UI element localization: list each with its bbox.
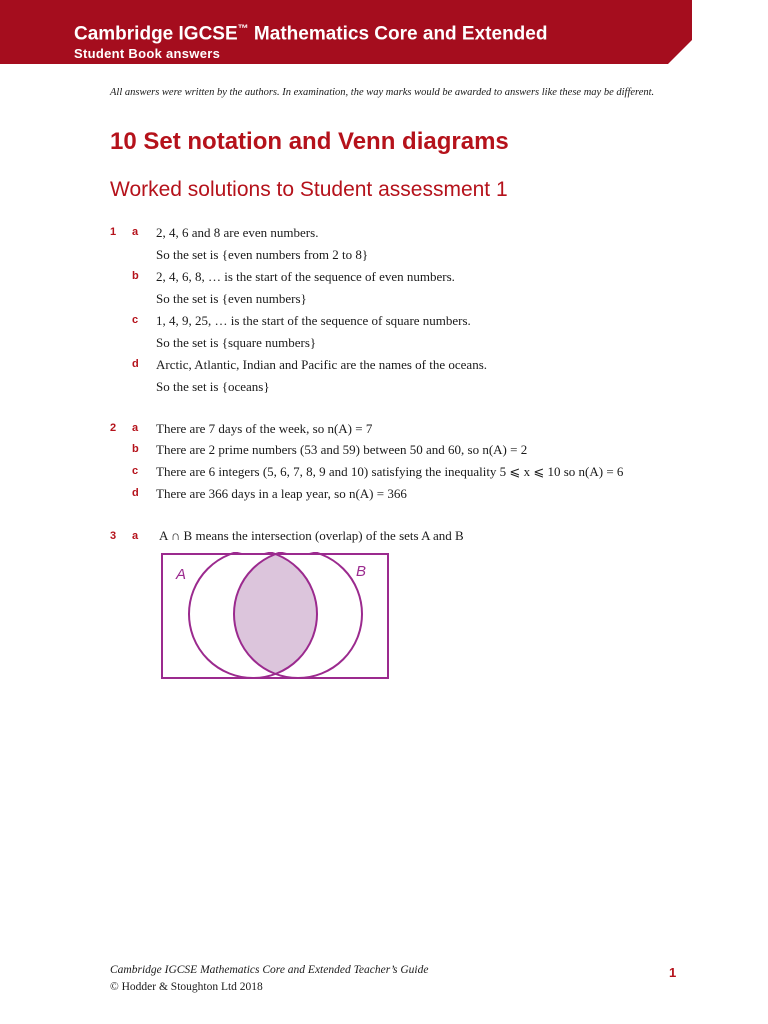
venn-diagram bbox=[160, 552, 390, 680]
question-number: 2 bbox=[110, 422, 117, 434]
answer-line: So the set is {square numbers} bbox=[156, 335, 317, 350]
question-number: 3 bbox=[110, 530, 117, 542]
section-title: Worked solutions to Student assessment 1 bbox=[110, 178, 508, 201]
part-label: a bbox=[132, 530, 139, 542]
answer-line: So the set is {oceans} bbox=[156, 379, 270, 394]
part-label: c bbox=[132, 314, 139, 326]
part-label: d bbox=[132, 358, 139, 370]
set-b-label: B bbox=[356, 563, 367, 580]
page-number: 1 bbox=[669, 965, 677, 980]
answer-line: So the set is {even numbers from 2 to 8} bbox=[156, 247, 369, 262]
answer-line: There are 7 days of the week, so n(A) = 7 bbox=[156, 421, 373, 436]
set-a-label: A bbox=[176, 566, 187, 583]
footer-book-title: Cambridge IGCSE Mathematics Core and Extended Teacher’s Guide bbox=[110, 964, 429, 976]
part-label: d bbox=[132, 487, 139, 499]
answer-line: Arctic, Atlantic, Indian and Pacific are the names of the oceans. bbox=[156, 357, 488, 372]
part-label: b bbox=[132, 270, 139, 282]
answer-line: 1, 4, 9, 25, … is the start of the sequence of square numbers. bbox=[156, 313, 471, 328]
footer-copyright: © Hodder & Stoughton Ltd 2018 bbox=[110, 981, 263, 993]
question-number: 1 bbox=[110, 226, 117, 238]
chapter-title: 10 Set notation and Venn diagrams bbox=[110, 128, 509, 155]
answer-line: There are 2 prime numbers (53 and 59) between 50 and 60, so n(A) = 2 bbox=[156, 442, 528, 457]
trademark-symbol: ™ bbox=[237, 23, 249, 35]
part-label: a bbox=[132, 422, 139, 434]
answer-line: There are 366 days in a leap year, so n(A) = 366 bbox=[156, 486, 407, 501]
part-label: b bbox=[132, 443, 139, 455]
book-title: Cambridge IGCSE™ Mathematics Core and Extended bbox=[74, 23, 548, 45]
answer-line: So the set is {even numbers} bbox=[156, 291, 307, 306]
answer-line: 2, 4, 6 and 8 are even numbers. bbox=[156, 225, 319, 240]
answer-line: 2, 4, 6, 8, … is the start of the sequence of even numbers. bbox=[156, 269, 455, 284]
answer-line: There are 6 integers (5, 6, 7, 8, 9 and 10) satisfying the inequality 5 ⩽ x ⩽ 10 so n(A) = 6 bbox=[156, 464, 624, 479]
part-label: a bbox=[132, 226, 139, 238]
part-label: c bbox=[132, 465, 139, 477]
book-subtitle: Student Book answers bbox=[74, 46, 221, 61]
answer-line: A ∩ B means the intersection (overlap) of the sets A and B bbox=[159, 528, 464, 543]
disclaimer-note: All answers were written by the authors. In examination, the way marks would be awarded to answers like these may be different. bbox=[110, 87, 655, 98]
